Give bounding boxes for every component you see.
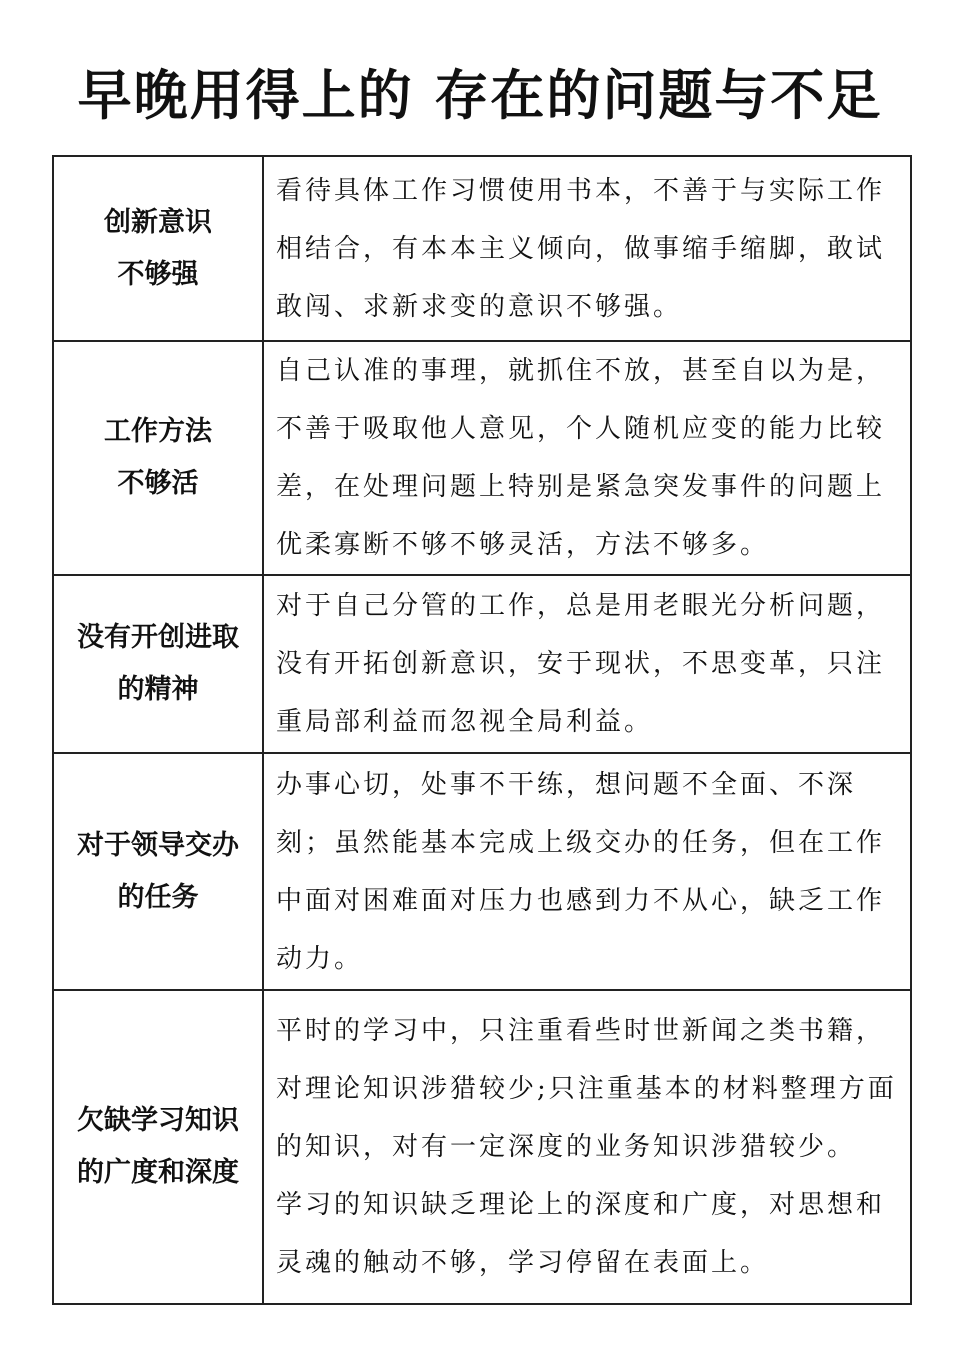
- issue-desc-text: 平时的学习中，只注重看些时世新闻之类书籍，对理论知识涉猎较少;只注重基本的材料整理方面的知识，对有一定深度的业务知识涉猎较少。: [276, 1016, 897, 1162]
- table-row: [53, 156, 911, 341]
- issues-table: [52, 155, 912, 1305]
- issue-label-line: 的广度和深度: [77, 1157, 239, 1188]
- issue-label-line: 创新意识: [104, 206, 212, 238]
- issue-desc-cell: [263, 341, 911, 575]
- issue-desc-text: 办事心切，处事不干练，想问题不全面、不深刻；虽然能基本完成上级交办的任务，但在工作中面对困难面对压力也感到力不从心，缺乏工作动力。: [276, 769, 886, 974]
- table-row: [53, 753, 911, 990]
- issue-desc-cell: [263, 156, 911, 341]
- issue-label-cell: [53, 990, 263, 1304]
- issue-label-line: 的任务: [117, 881, 199, 913]
- issue-desc-text: 对于自己分管的工作，总是用老眼光分析问题，没有开拓创新意识，安于现状，不思变革，只注重局部利益而忽视全局利益。: [276, 591, 886, 737]
- issue-label-line: 的精神: [117, 674, 199, 705]
- issue-label-cell: [53, 753, 263, 990]
- issue-label-line: 没有开创进取: [77, 622, 239, 653]
- table-row: [53, 341, 911, 575]
- page-title: 早晚用得上的 存在的问题与不足: [77, 64, 883, 127]
- issue-label-cell: [53, 156, 263, 341]
- issue-label-cell: [53, 575, 263, 753]
- issue-label-line: 工作方法: [104, 416, 212, 447]
- issue-desc-text: 自己认准的事理，就抓住不放，甚至自以为是，不善于吸取他人意见，个人随机应变的能力比较差，在处理问题上特别是紧急突发事件的问题上优柔寡断不够不够灵活，方法不够多。: [276, 356, 886, 560]
- table-row: [53, 575, 911, 753]
- issue-label-line: 不够活: [117, 468, 199, 499]
- issue-label-line: 欠缺学习知识: [77, 1105, 239, 1136]
- table-row: [53, 990, 911, 1304]
- issue-label-cell: [53, 341, 263, 575]
- issue-label-line: 不够强: [117, 258, 199, 290]
- issue-desc-cell: [263, 575, 911, 753]
- issue-desc-cell: [263, 753, 911, 990]
- issue-desc-text: 看待具体工作习惯使用书本，不善于与实际工作相结合，有本本主义倾向，做事缩手缩脚，敢试敢闯、求新求变的意识不够强。: [276, 175, 886, 322]
- issue-desc-text: 学习的知识缺乏理论上的深度和广度，对思想和灵魂的触动不够，学习停留在表面上。: [276, 1190, 886, 1278]
- issue-label-line: 对于领导交办: [77, 829, 239, 861]
- issue-desc-cell: [263, 990, 911, 1304]
